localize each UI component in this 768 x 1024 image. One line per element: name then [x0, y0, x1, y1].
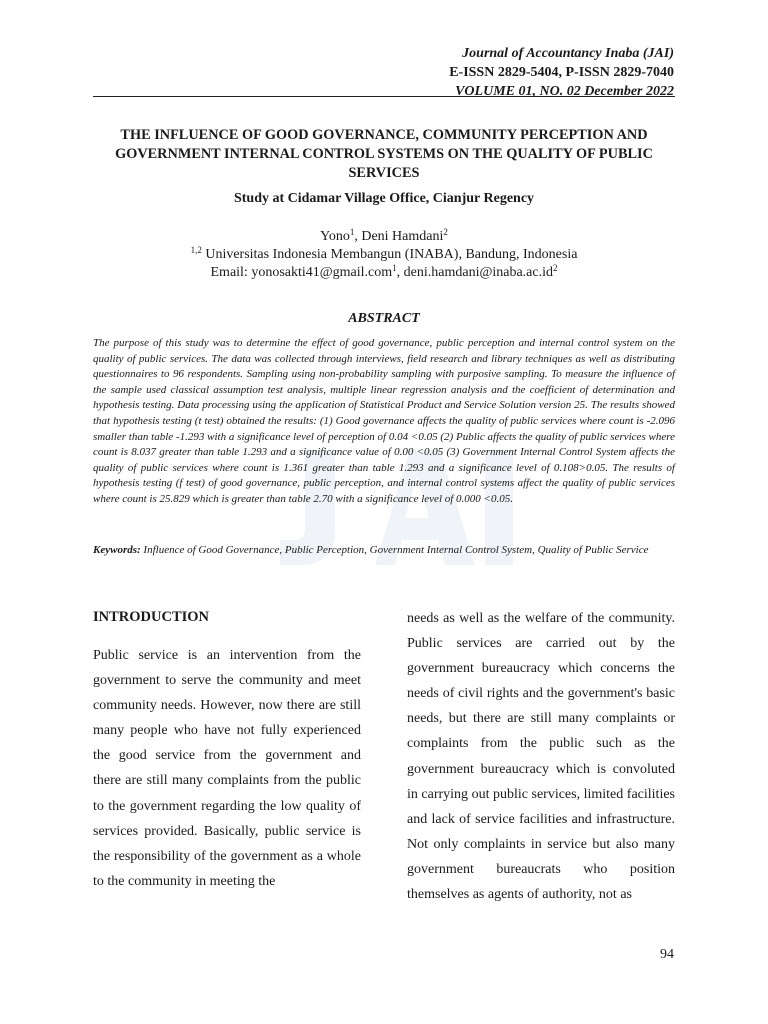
author-separator: ,: [354, 229, 362, 244]
introduction-left-column: Public service is an intervention from the government to serve the community and meet community needs. However, now there are still many people who have not fully experienced the good service from the government and there are still many complaints from the public to the government regarding the low quality of services provided. Basically, public service is the responsibility of the government as a whole to the community in meeting the: [93, 648, 361, 889]
journal-issn: E-ISSN 2829-5404, P-ISSN 2829-7040: [449, 65, 674, 80]
page-number: 94: [660, 947, 674, 962]
abstract-text: The purpose of this study was to determine the effect of good governance, public perception and internal control system on the quality of public services. The data was collected through interviews, field research and library techniques as well as distributing questionnaires to 96 respondents. Sampling using non-probability sampling with purposive sampling. To measure the influence of the sample used classical assumption test analysis, multiple linear regression analysis and the coefficient of determination and hypothesis testing. Data processing using the application of Statistical Product and Service Solution version 25. The results showed that hypothesis testing (t test) obtained the results: (1) Good governance affects the quality of public services where count is -2.096 smaller than table -1.293 with a significance level of perception of 0.04 <0.05 (2) Public affects the quality of public services where count is 8.037 greater than table 1.293 and a significance value of 0.00 <0.05 (3) Government Internal Control System affects the quality of public services where count is 1.361 greater than table 1.293 and a significance level of 0.108>0.05. The results of hypothesis testing (f test) of good governance, public perception, and internal control systems affect the quality of public services where count is 25.829 which is greater than table 2.70 with a significance level of 0.000 <0.05.: [93, 337, 675, 505]
journal-header: [449, 44, 674, 101]
introduction-heading: INTRODUCTION: [93, 609, 210, 625]
keywords-label: Keywords:: [93, 544, 141, 556]
affiliation: [93, 246, 675, 264]
journal-name: Journal of Accountancy Inaba (JAI): [462, 46, 674, 61]
email-1[interactable]: yonosakti41@gmail.com: [251, 265, 393, 280]
author-2: Deni Hamdani: [361, 229, 444, 244]
paper-subtitle: Study at Cidamar Village Office, Cianjur Regency: [233, 191, 535, 206]
keywords-text: Influence of Good Governance, Public Perception, Government Internal Control System, Quality of Public Service: [140, 544, 649, 556]
paper-title: THE INFLUENCE OF GOOD GOVERNANCE, COMMUNITY PERCEPTION AND GOVERNMENT INTERNAL CONTROL SYSTEMS ON THE QUALITY OF PUBLIC SERVICES: [115, 127, 653, 181]
email-separator: ,: [396, 265, 404, 280]
keywords: [93, 543, 675, 559]
author-2-sup: 2: [443, 227, 448, 237]
journal-volume: VOLUME 01, NO. 02 December 2022: [455, 84, 674, 99]
email-2-sup: 2: [553, 263, 558, 273]
affiliation-sup: 1,2: [190, 245, 202, 255]
author-1: Yono: [320, 229, 350, 244]
email-2[interactable]: deni.hamdani@inaba.ac.id: [403, 265, 553, 280]
author-names: [93, 228, 675, 246]
header-rule: [93, 96, 675, 97]
author-1-sup: 1: [349, 227, 355, 237]
email-label: Email:: [210, 265, 252, 280]
affiliation-text: Universitas Indonesia Membangun (INABA), Bandung, Indonesia: [201, 247, 578, 262]
abstract-heading: ABSTRACT: [348, 311, 420, 326]
email-1-sup: 1: [392, 263, 397, 273]
introduction-right-column: needs as well as the welfare of the community. Public services are carried out by the government bureaucracy which concerns the needs of civil rights and the government's basic needs, but there are still many complaints or complaints from the public such as the government bureaucracy which is convoluted in carrying out public services, limited facilities and lack of service facilities and infrastructure. Not only complaints in service but also many government bureaucrats who position themselves as agents of authority, not as: [407, 611, 675, 903]
email-line: [93, 264, 675, 282]
author-block: [93, 228, 675, 282]
